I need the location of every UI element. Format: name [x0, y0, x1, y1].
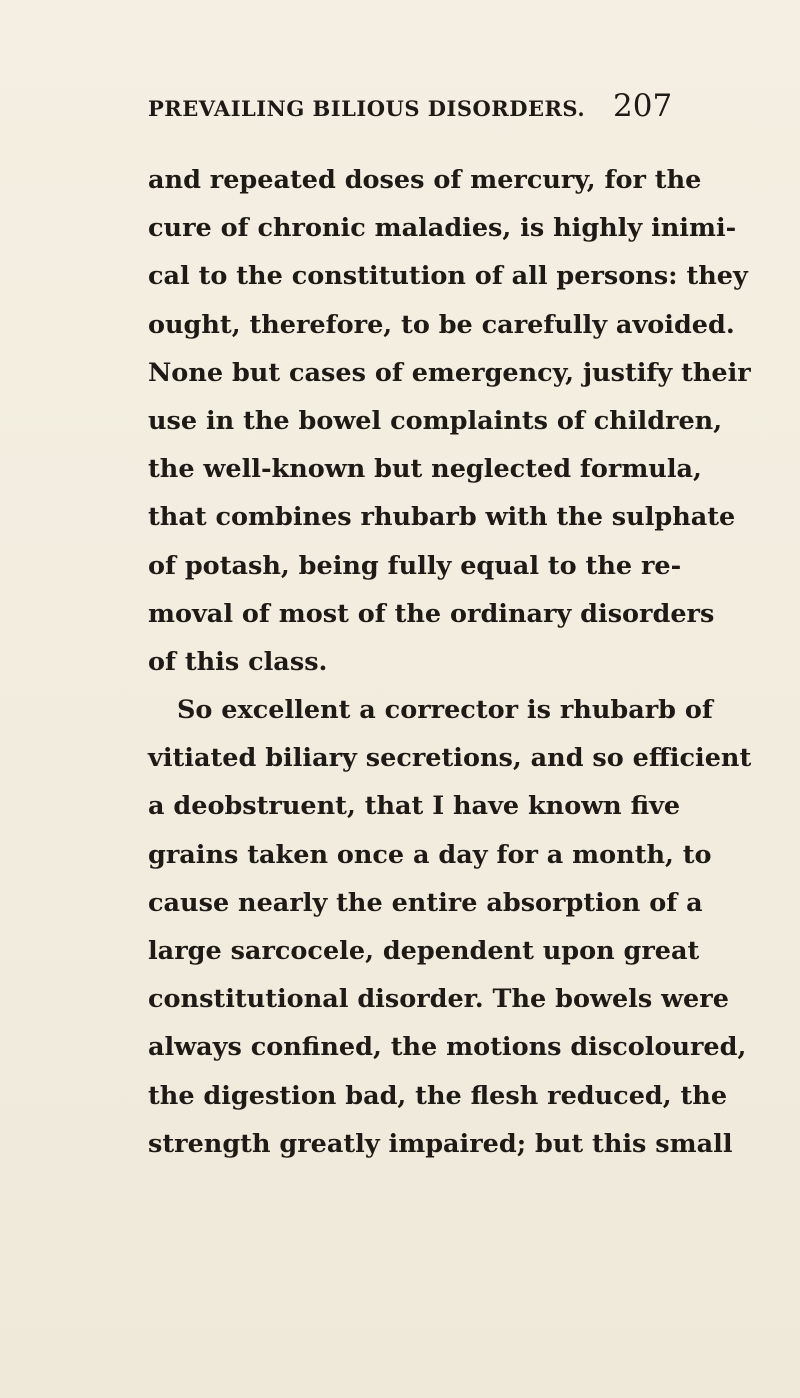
text-line: constitutional disorder. The bowels were: [148, 984, 729, 1015]
body-text: [148, 160, 752, 1172]
text-line: a deobstruent, that I have known five: [148, 791, 681, 822]
running-title: PREVAILING BILIOUS DISORDERS.: [148, 96, 586, 121]
page-number: 207: [613, 88, 673, 124]
text-line: the well-known but neglected formula,: [148, 454, 702, 485]
text-line: vitiated biliary secretions, and so efficient: [148, 743, 752, 774]
text-line: large sarcocele, dependent upon great: [148, 936, 700, 966]
page-header: [148, 88, 688, 136]
text-line: cal to the constitution of all persons: they: [148, 261, 748, 292]
text-line: So excellent a corrector is rhubarb of: [177, 695, 713, 726]
text-line: cure of chronic maladies, is highly inimi-: [148, 213, 737, 244]
text-line: the digestion bad, the flesh reduced, the: [148, 1080, 728, 1111]
text-line: and repeated doses of mercury, for the: [148, 165, 702, 195]
text-line: ought, therefore, to be carefully avoided.: [148, 309, 735, 340]
text-line: use in the bowel complaints of children,: [148, 405, 723, 436]
text-line: grains taken once a day for a month, to: [148, 839, 712, 870]
text-line: strength greatly impaired; but this small: [148, 1128, 733, 1159]
text-line: always confined, the motions discoloured,: [148, 1032, 747, 1063]
text-line: moval of most of the ordinary disorders: [148, 598, 715, 629]
text-line: cause nearly the entire absorption of a: [148, 887, 703, 918]
text-line: that combines rhubarb with the sulphate: [148, 502, 736, 533]
text-line: None but cases of emergency, justify their: [148, 357, 751, 388]
text-line: of potash, being fully equal to the re-: [148, 550, 682, 581]
text-line: of this class.: [148, 646, 328, 677]
